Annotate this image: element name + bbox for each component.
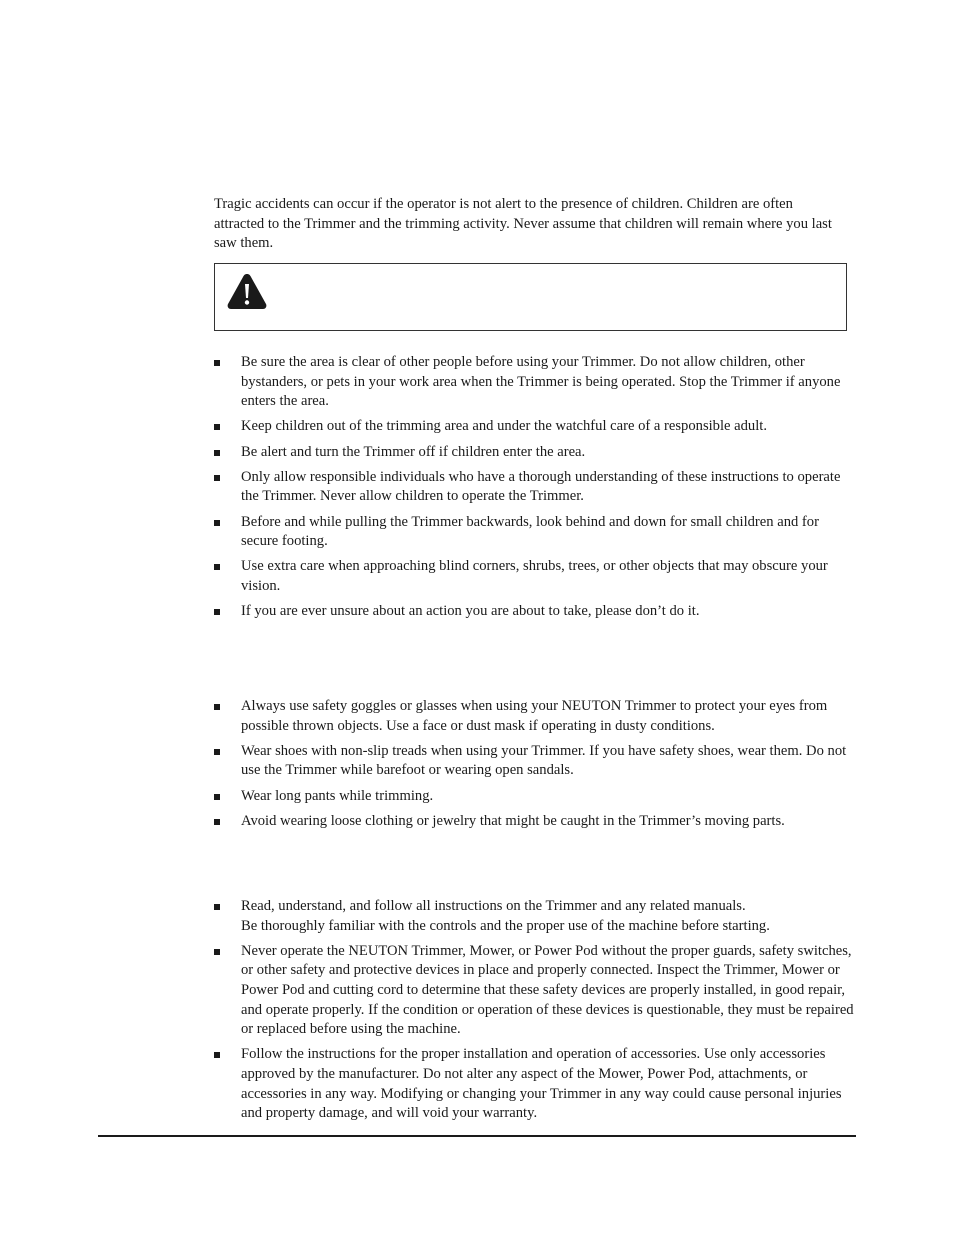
bullet-marker: [214, 1052, 220, 1058]
bullet-marker: [214, 794, 220, 800]
bullet-marker: [214, 749, 220, 755]
list-item: [214, 557, 859, 596]
bullet-marker: [214, 520, 220, 526]
list-item-text: Keep children out of the trimming area and under the watchful care of a responsible adult.: [241, 418, 767, 435]
bullet-marker: [214, 949, 220, 955]
dress-safety-list: [214, 697, 859, 837]
list-item-text: Avoid wearing loose clothing or jewelry that might be caught in the Trimmer’s moving parts.: [241, 812, 785, 829]
list-item-text: Read, understand, and follow all instructions on the Trimmer and any related manuals. Be thoroughly familiar with the controls and the proper use of the machine before starting.: [241, 898, 770, 934]
warning-box: [214, 263, 847, 331]
children-safety-list: [214, 353, 859, 627]
bullet-marker: [214, 424, 220, 430]
list-item: [214, 468, 859, 507]
list-item: [214, 897, 859, 936]
bullet-marker: [214, 609, 220, 615]
footer-rule: [98, 1135, 856, 1137]
list-item: [214, 742, 859, 781]
preparation-safety-list: [214, 897, 859, 1129]
list-item: [214, 697, 859, 736]
list-item-text: Before and while pulling the Trimmer backwards, look behind and down for small children and for secure footing.: [241, 513, 819, 550]
list-item: [214, 942, 859, 1040]
bullet-marker: [214, 904, 220, 910]
list-item: [214, 1045, 859, 1123]
list-item-text: Use extra care when approaching blind corners, shrubs, trees, or other objects that may obscure your vision.: [241, 558, 828, 594]
list-item-text: Follow the instructions for the proper installation and operation of accessories. Use only accessories approved by the manufacturer. Do not alter any aspect of the Mower, Power Pod, attachments, or accessories in any way. Modifying or changing your Trimmer in any way could cause personal injuries and property damage, and will void your warranty.: [241, 1046, 842, 1122]
list-item-text: If you are ever unsure about an action you are about to take, please don’t do it.: [241, 603, 700, 620]
bullet-marker: [214, 564, 220, 570]
bullet-marker: [214, 819, 220, 825]
list-item: [214, 513, 859, 552]
list-item: [214, 443, 859, 463]
list-item-text: Be sure the area is clear of other people before using your Trimmer. Do not allow children, other bystanders, or pets in your work area when the Trimmer is being operated. Stop the Trimmer if anyone enters the area.: [241, 354, 841, 410]
list-item-text: Always use safety goggles or glasses when using your NEUTON Trimmer to protect your eyes from possible thrown objects. Use a face or dust mask if operating in dusty conditions.: [241, 698, 828, 734]
list-item: [214, 787, 859, 807]
list-item-text: Never operate the NEUTON Trimmer, Mower, or Power Pod without the proper guards, safety switches, or other safety and protective devices in place and properly connected. Inspect the Trimmer, Mower or Power Pod and cutting cord to determine that these safety devices are properly installed, in good repair, and operate properly. If the condition or operation of these devices is questionable, they must be repaired or replaced before using the machine.: [241, 942, 854, 1038]
list-item: [214, 417, 859, 437]
list-item: [214, 812, 859, 832]
list-item-text: Wear long pants while trimming.: [241, 787, 434, 804]
intro-paragraph: Tragic accidents can occur if the operator is not alert to the presence of children. Children are often attracted to the Trimmer and the trimming activity. Never assume that children will remain where you last saw them.: [214, 196, 832, 252]
bullet-marker: [214, 704, 220, 710]
bullet-marker: [214, 450, 220, 456]
list-item-text: Be alert and turn the Trimmer off if children enter the area.: [241, 443, 586, 460]
list-item-text: Wear shoes with non-slip treads when using your Trimmer. If you have safety shoes, wear them. Do not use the Trimmer while barefoot or wearing open sandals.: [241, 742, 847, 779]
warning-triangle-icon: [225, 271, 269, 311]
list-item: [214, 353, 859, 412]
bullet-marker: [214, 475, 220, 481]
list-item-text: Only allow responsible individuals who have a thorough understanding of these instructions to operate the Trimmer. Never allow children to operate the Trimmer.: [241, 468, 841, 505]
bullet-marker: [214, 360, 220, 366]
list-item: [214, 602, 859, 622]
